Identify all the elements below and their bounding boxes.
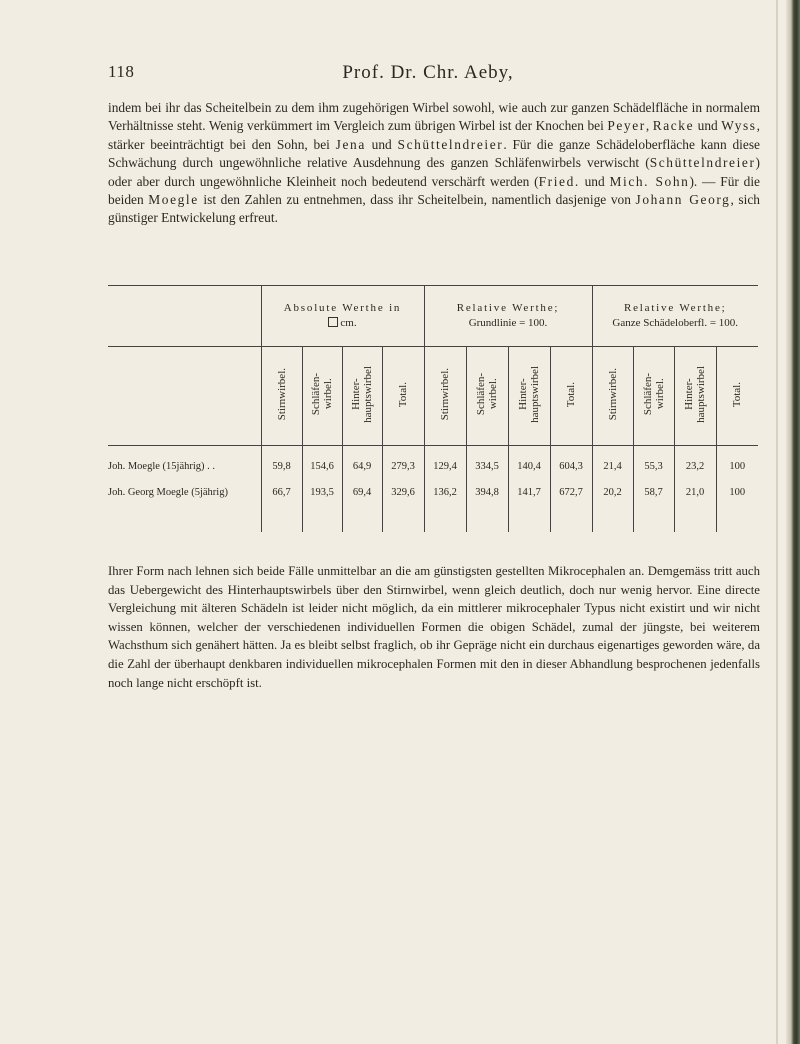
cell: 23,2	[674, 454, 716, 480]
name-wyss: Wyss	[721, 118, 757, 134]
col-header-schlaefenwirbel: Schläfen- wirbel.	[466, 347, 508, 446]
running-head	[108, 62, 748, 86]
table-corner	[108, 286, 261, 347]
table-row	[108, 480, 758, 506]
cell: 154,6	[302, 454, 342, 480]
cell: 100	[716, 454, 758, 480]
table-corner	[108, 347, 261, 446]
cell: 20,2	[592, 480, 633, 506]
group-title: Relative Werthe;	[623, 302, 727, 314]
cell: 279,3	[382, 454, 424, 480]
cell: 672,7	[550, 480, 592, 506]
col-header-stirnwirbel: Stirnwirbel.	[424, 347, 466, 446]
name-schuettelndreier: Schüttelndreier	[397, 136, 504, 152]
paragraph-2: Ihrer Form nach lehnen sich beide Fälle unmittelbar an die am günstigsten gestellten Mikrocephalen an. Demgemäss tritt auch das Uebergewicht des Hinterhauptswirbels über den Stirnwirbel, wenn gleich deutlich, doch nur wenig hervor. Eine directe Vergleichung mit älteren Schädeln ist leider nicht möglich, da ein mittlerer mikrocephaler Typus nicht existirt und wir nicht wissen können, welcher der verschiedenen individuellen Formen die obigen Schädel, zumal der jüngste, bei weiterem Wachsthum sich genähert hätten. Ja es bleibt selbst fraglich, ob ihr Gepräge nicht ein durchaus eigenartiges geworden wäre, da die Zahl der überhaupt denkbaren individuellen mikrocephalen Formen mit den in dieser Abhandlung besprochenen jedenfalls noch lange nicht erschöpft ist.	[108, 564, 760, 690]
cell: 59,8	[261, 454, 302, 480]
cell: 129,4	[424, 454, 466, 480]
col-header-stirnwirbel: Stirnwirbel.	[592, 347, 633, 446]
cell: 329,6	[382, 480, 424, 506]
name-mich-sohn: Mich. Sohn	[609, 173, 690, 189]
cell: 141,7	[508, 480, 550, 506]
cell: 21,4	[592, 454, 633, 480]
col-header-stirnwirbel: Stirnwirbel.	[261, 347, 302, 446]
text-run: , sich günstiger Entwickelung erfreut.	[108, 192, 761, 226]
cell: 21,0	[674, 480, 716, 506]
name-fried: Fried.	[538, 173, 580, 189]
paragraph-1	[108, 99, 760, 228]
text-run: ) oder aber durch ungewöhnliche Kleinheit noch bedeutend verschärft werden (	[108, 155, 760, 189]
col-header-schlaefenwirbel: Schläfen- wirbel.	[633, 347, 674, 446]
group-header-relative-oberflaeche	[592, 286, 758, 347]
group-title: Absolute Werthe in	[283, 302, 402, 314]
cell: 136,2	[424, 480, 466, 506]
page-number: 118	[108, 62, 135, 81]
cell: 58,7	[633, 480, 674, 506]
cell: 394,8	[466, 480, 508, 506]
cell: 334,5	[466, 454, 508, 480]
group-subtitle: Grundlinie = 100.	[468, 317, 548, 329]
cell: 69,4	[342, 480, 382, 506]
group-title: Relative Werthe;	[456, 302, 560, 314]
running-title: Prof. Dr. Chr. Aeby,	[342, 62, 514, 83]
col-header-total: Total.	[716, 347, 758, 446]
text-run: ist den Zahlen zu entnehmen, dass ihr Scheitelbein, namentlich dasjenige von	[198, 192, 636, 208]
group-header-absolute	[261, 286, 424, 347]
text-run: , stärker beeinträchtigt bei den Sohn, bei	[108, 118, 760, 152]
table-spacer	[108, 506, 758, 532]
text-run: ,	[645, 118, 653, 134]
group-unit: cm.	[340, 317, 357, 329]
col-header-total: Total.	[382, 347, 424, 446]
row-label: Joh. Georg Moegle (5jährig)	[108, 487, 228, 498]
table-row	[108, 454, 758, 480]
text-run: indem bei ihr das Scheitelbein zu dem ihm zugehörigen Wirbel sowohl, wie auch zur ganzen Schädelfläche in normalem Verhältnisse steht. Wenig verkümmert im Vergleich zum übrigen Wirbel ist der Knochen bei	[108, 100, 760, 134]
name-jena: Jena	[335, 136, 366, 152]
cell: 55,3	[633, 454, 674, 480]
square-unit-icon	[328, 317, 338, 327]
text-run: ). — Für die beiden	[108, 173, 761, 208]
name-racke: Racke	[652, 118, 695, 134]
col-header-hinterhauptswirbel: Hinter- hauptswirbel	[342, 347, 382, 446]
cell: 604,3	[550, 454, 592, 480]
col-header-hinterhauptswirbel: Hinter- hauptswirbel	[508, 347, 550, 446]
cell: 100	[716, 480, 758, 506]
cell: 140,4	[508, 454, 550, 480]
name-johann-georg: Johann Georg	[635, 192, 731, 208]
page-edge-strip	[776, 0, 778, 1044]
cell: 64,9	[342, 454, 382, 480]
table-spacer	[108, 446, 758, 454]
group-header-relative-grundlinie	[424, 286, 592, 347]
cell: 66,7	[261, 480, 302, 506]
col-header-schlaefenwirbel: Schläfen- wirbel.	[302, 347, 342, 446]
group-subtitle: Ganze Schädeloberfl. = 100.	[612, 317, 739, 329]
text-run: und	[579, 173, 610, 189]
text-run: und	[694, 118, 722, 134]
page-edge	[786, 0, 800, 1044]
col-header-hinterhauptswirbel: Hinter- hauptswirbel	[674, 347, 716, 446]
measurement-table	[108, 285, 758, 532]
name-peyer: Peyer	[607, 118, 646, 134]
text-run: und	[365, 136, 398, 152]
name-schuettelndreier: Schüttelndreier	[649, 155, 756, 171]
col-header-total: Total.	[550, 347, 592, 446]
text-run: . Für die ganze Schädeloberfläche kann diese Schwächung durch ungewöhnliche relative Ausdehnung des ganzen Schläfenwirbels verwischt (	[108, 136, 760, 171]
cell: 193,5	[302, 480, 342, 506]
name-moegle: Moegle	[148, 192, 199, 208]
row-label: Joh. Moegle (15jährig) . .	[108, 461, 216, 472]
